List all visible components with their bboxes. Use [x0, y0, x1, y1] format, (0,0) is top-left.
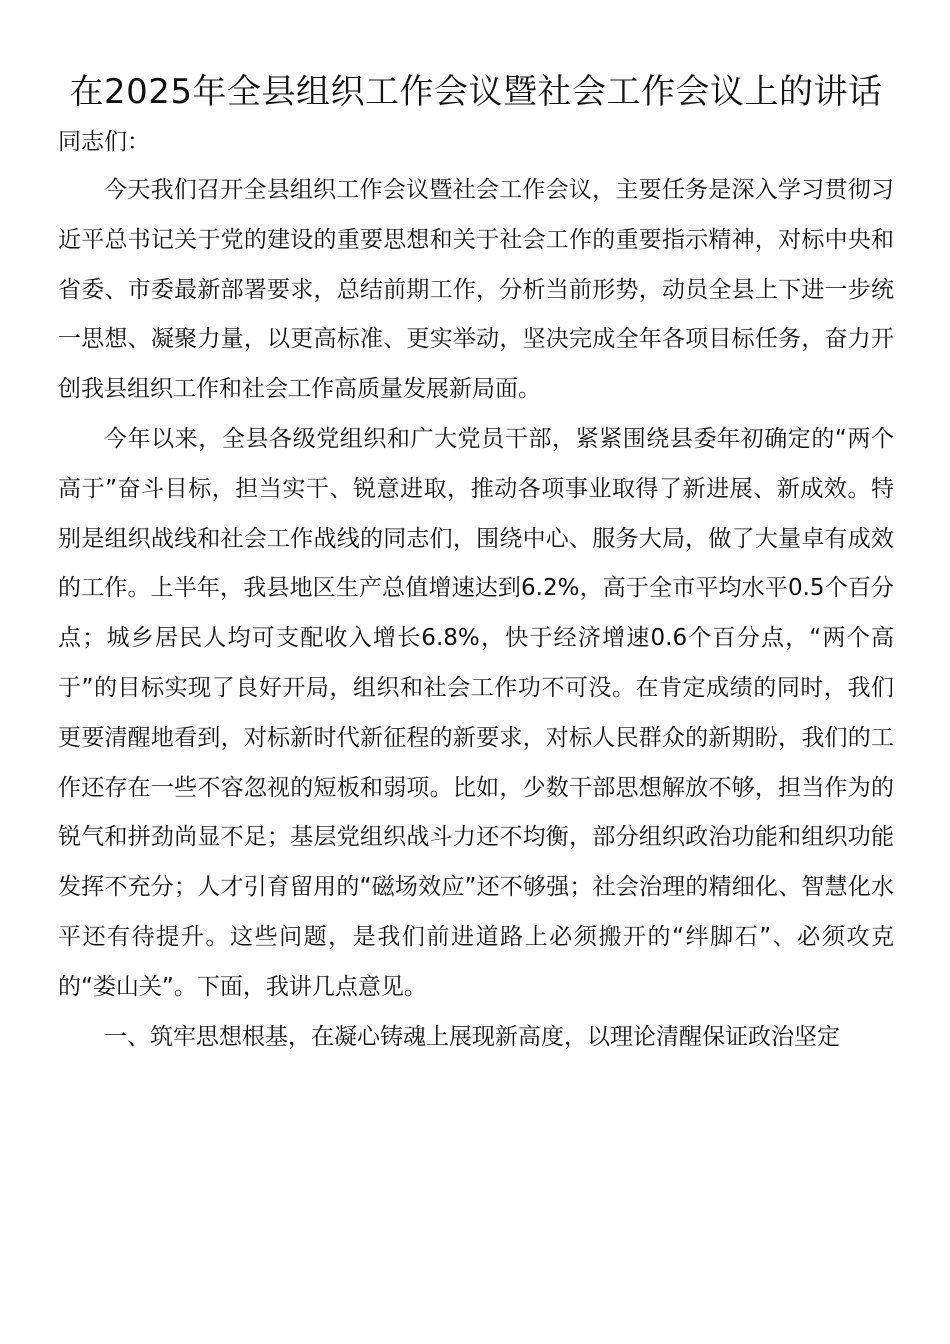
greeting: 同志们：: [58, 129, 150, 155]
section-heading: 一、筑牢思想根基，在凝心铸魂上展现新高度，以理论清醒保证政治坚定: [104, 1023, 840, 1050]
document-page: [58, 66, 894, 1062]
document-title: 在2025年全县组织工作会议暨社会工作会议上的讲话: [69, 72, 883, 112]
paragraph-opening: 今天我们召开全县组织工作会议暨社会工作会议，主要任务是深入学习贯彻习近平总书记关于党的建设的重要思想和关于社会工作的重要指示精神，对标中央和省委、市委最新部署要求，总结前期工作，分析当前形势，动员全县上下进一步统一思想、凝聚力量，以更高标准、更实举动，坚决完成全年各项目标任务，奋力开创我县组织工作和社会工作高质量发展新局面。: [58, 177, 894, 403]
paragraph-review: 今年以来，全县各级党组织和广大党员干部，紧紧围绕县委年初确定的“两个高于”奋斗目标，担当实干、锐意进取，推动各项事业取得了新进展、新成效。特别是组织战线和社会工作战线的同志们，围绕中心、服务大局，做了大量卓有成效的工作。上半年，我县地区生产总值增速达到6.2%，高于全市平均水平0.5个百分点；城乡居民人均可支配收入增长6.8%，快于经济增速0.6个百分点，“两个高于”的目标实现了良好开局，组织和社会工作功不可没。在肯定成绩的同时，我们更要清醒地看到，对标新时代新征程的新要求，对标人民群众的新期盼，我们的工作还存在一些不容忽视的短板和弱项。比如，少数干部思想解放不够，担当作为的锐气和拼劲尚显不足；基层党组织战斗力还不均衡，部分组织政治功能和组织功能发挥不充分；人才引育留用的“磁场效应”还不够强；社会治理的精细化、智慧化水平还有待提升。这些问题，是我们前进道路上必须搬开的“绊脚石”、必须攻克的“娄山关”。下面，我讲几点意见。: [58, 425, 894, 1000]
